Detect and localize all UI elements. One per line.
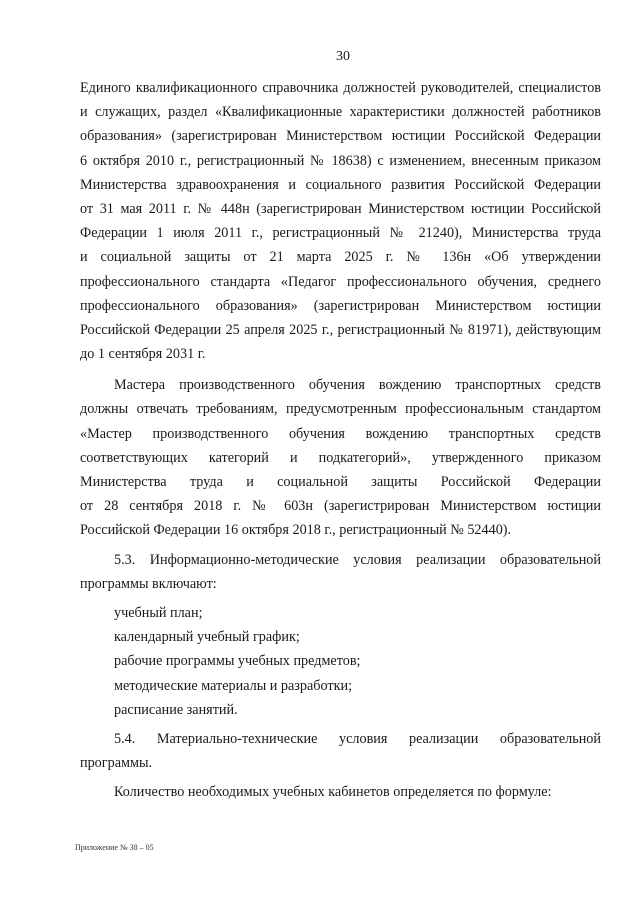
text-line: программы включают: <box>80 575 217 592</box>
page-number: 30 <box>336 49 350 64</box>
text-line: образования» (зарегистрирован Министерством юстиции Российской Федерации <box>80 128 601 145</box>
text-line: Количество необходимых учебных кабинетов определяется по формуле: <box>114 784 552 801</box>
conditions-list <box>80 601 601 722</box>
text-line: 5.3. Информационно-методические условия реализации образовательной <box>114 551 601 568</box>
list-item: календарный учебный график; <box>114 629 300 646</box>
text-line: от 31 мая 2011 г. № 448н (зарегистрирован Министерством юстиции Российской <box>80 200 601 217</box>
section-5-4-heading <box>80 727 601 775</box>
text-line: Российской Федерации 25 апреля 2025 г., регистрационный № 81971), действующим <box>80 321 601 338</box>
text-line: Российской Федерации 16 октября 2018 г., регистрационный № 52440). <box>80 522 512 539</box>
list-item: расписание занятий. <box>114 701 238 718</box>
section-5-3-heading <box>80 548 601 596</box>
text-line: Мастера производственного обучения вождению транспортных средств <box>114 377 601 394</box>
paragraph-classroom-formula <box>80 780 601 804</box>
text-line: соответствующих категорий и подкатегорий», утвержденного приказом <box>80 449 601 466</box>
text-line: 6 октября 2010 г., регистрационный № 18638) с изменением, внесенным приказом <box>80 152 601 169</box>
paragraph-qualification-reference <box>80 76 601 366</box>
text-line: профессионального стандарта «Педагог профессионального обучения, среднего <box>80 273 601 290</box>
text-line: должны отвечать требованиям, предусмотренным профессиональным стандартом <box>80 401 601 418</box>
text-line: и социальной защиты от 21 марта 2025 г. № 136н «Об утверждении <box>80 249 601 266</box>
text-line: и служащих, раздел «Квалификационные характеристики должностей работников <box>80 104 601 121</box>
page-footer: Приложение № 38 – 05 <box>75 843 154 852</box>
list-item: рабочие программы учебных предметов; <box>114 653 361 670</box>
document-body <box>80 76 601 804</box>
text-line: до 1 сентября 2031 г. <box>80 346 206 363</box>
paragraph-driving-instructors <box>80 373 601 542</box>
text-line: Министерства труда и социальной защиты Российской Федерации <box>80 474 601 490</box>
text-line: Министерства здравоохранения и социального развития Российской Федерации <box>80 176 601 193</box>
text-line: 5.4. Материально-технические условия реализации образовательной <box>114 730 601 747</box>
text-line: Единого квалификационного справочника должностей руководителей, специалистов <box>80 80 601 96</box>
text-line: «Мастер производственного обучения вождению транспортных средств <box>80 425 601 442</box>
list-item: методические материалы и разработки; <box>114 677 353 694</box>
text-line: Федерации 1 июля 2011 г., регистрационный № 21240), Министерства труда <box>80 225 601 242</box>
text-line: профессионального образования» (зарегистрирован Министерством юстиции <box>80 297 601 314</box>
text-line: программы. <box>80 755 153 772</box>
text-line: от 28 сентября 2018 г. № 603н (зарегистрирован Министерством юстиции <box>80 498 601 515</box>
list-item: учебный план; <box>114 604 203 621</box>
